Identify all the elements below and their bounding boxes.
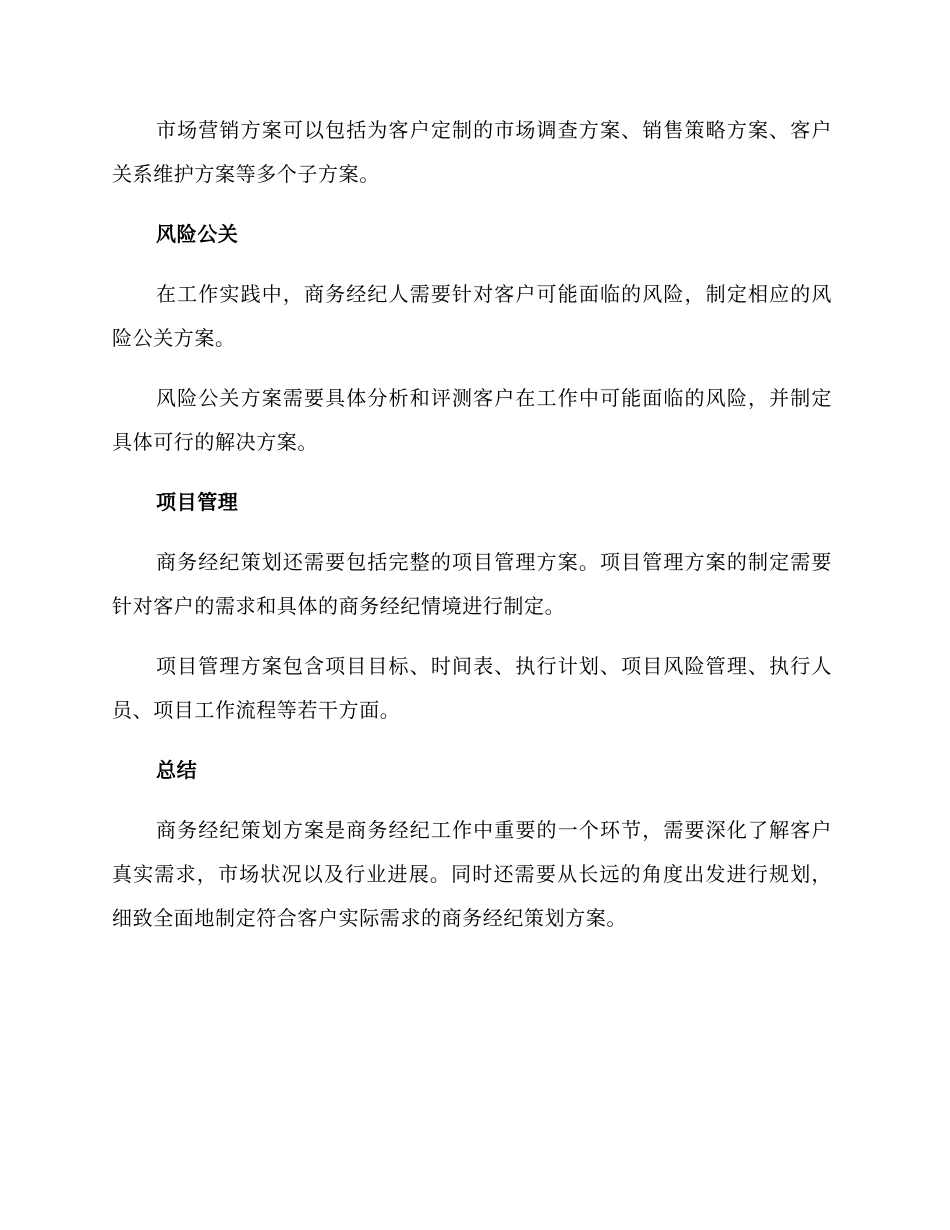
paragraph-risk-pr-analysis: 风险公关方案需要具体分析和评测客户在工作中可能面临的风险，并制定具体可行的解决方案。 <box>112 386 832 454</box>
heading-summary: 总结 <box>156 758 198 782</box>
heading-project-management: 项目管理 <box>156 490 239 514</box>
paragraph-project-management-contents: 项目管理方案包含项目目标、时间表、执行计划、项目风险管理、执行人员、项目工作流程等若干方面。 <box>112 654 832 722</box>
document-page <box>112 108 832 956</box>
paragraph-project-management-intro: 商务经纪策划还需要包括完整的项目管理方案。项目管理方案的制定需要针对客户的需求和具体的商务经纪情境进行制定。 <box>112 550 832 618</box>
paragraph-marketing-plan: 市场营销方案可以包括为客户定制的市场调查方案、销售策略方案、客户关系维护方案等多个子方案。 <box>112 118 832 186</box>
paragraph-summary: 商务经纪策划方案是商务经纪工作中重要的一个环节，需要深化了解客户真实需求，市场状况以及行业进展。同时还需要从长远的角度出发进行规划，细致全面地制定符合客户实际需求的商务经纪策划方案。 <box>112 818 832 930</box>
heading-risk-pr: 风险公关 <box>156 222 239 246</box>
paragraph-risk-pr-intro: 在工作实践中，商务经纪人需要针对客户可能面临的风险，制定相应的风险公关方案。 <box>112 282 832 350</box>
